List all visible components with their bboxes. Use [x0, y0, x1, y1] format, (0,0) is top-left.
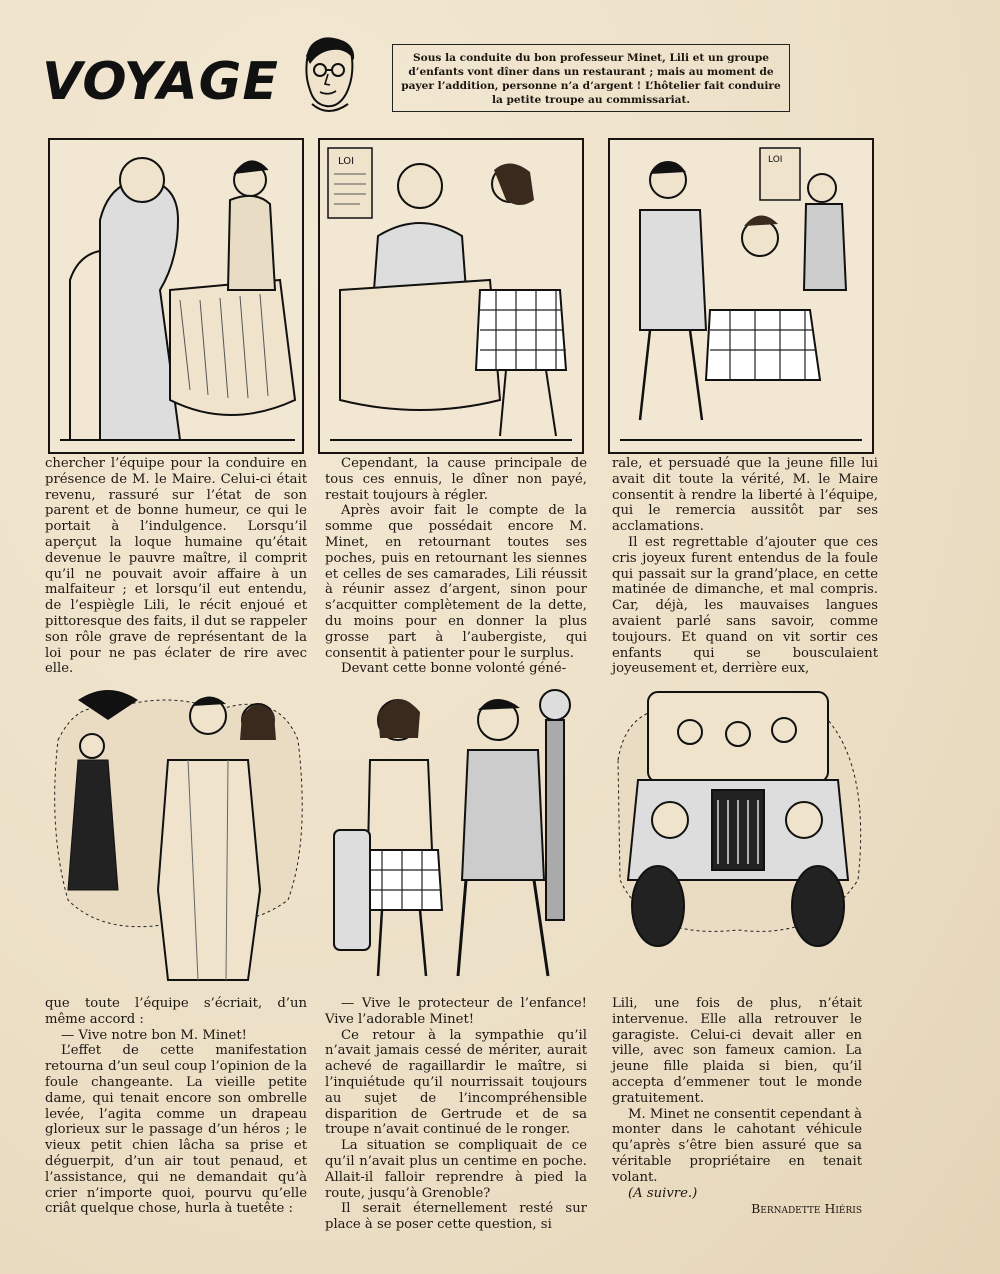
bottom-col3-paragraph-1: Lili, une fois de plus, n’était intervenue. Elle alla retrouver le garagiste. Celui-ci devait aller en ville, avec son fameux camion. La jeune fille plaida si bien, qu’il accepta d’emmener tout le monde gratuitement.	[612, 996, 862, 1106]
to-be-continued-note: (A suivre.)	[628, 1185, 698, 1201]
top-col2-paragraph-1: Cependant, la cause principale de tous ces ennuis, le dîner non payé, restait toujours à régler.	[325, 456, 587, 503]
panel-2-illustration	[320, 140, 582, 452]
panel-lili-garagiste	[328, 680, 582, 990]
bottom-col3-paragraph-2: M. Minet ne consentit cependant à monter dans le cahotant véhicule qu’après s’être bien assuré que sa véritable propriétaire en tenait volant.	[612, 1106, 862, 1185]
panel-mayor-office	[48, 138, 304, 454]
professor-portrait-illustration	[292, 34, 364, 118]
bottom-col1-paragraph-3: L’effet de cette manifestation retourna d’un seul coup l’opinion de la foule changeante. La vieille petite dame, qui tenait encore son ombrelle levée, l’agita comme un drapeau glorieux sur le passage d’un héros ; le vieux petit chien lâcha sa prise et déguerpit, d’un air tout penaud, et l’assistance, qui ne demandait qu’à crier n’importe quoi, pourvu qu’elle criât quelque chose, hurla à tuetête :	[45, 1043, 307, 1217]
bottom-col2-paragraph-3: La situation se compliquait de ce qu’il n’avait plus un centime en poche. Allait-il falloir reprendre à pied la route, jusqu’à Grenoble?	[325, 1138, 587, 1201]
story-title: VOYAGE	[42, 52, 279, 112]
bottom-column-2	[325, 996, 587, 1233]
top-col3-paragraph-1: rale, et persuadé que la jeune fille lui avait dit toute la vérité, M. le Maire consentit à rendre la liberté à l’équipe, qui le remercia aussitôt par ses acclamations.	[612, 456, 878, 535]
bottom-column-1	[45, 996, 307, 1217]
top-col2-paragraph-2: Après avoir fait le compte de la somme que possédait encore M. Minet, en retournant toutes ses poches, puis en retournant les siennes et celles de ses camarades, Lili réussit à réunir assez d’argent, sinon pour s’acquitter complètement de la dette, du moins pour en donner la plus grosse part à l’aubergiste, qui consentit à patienter pour le surplus.	[325, 503, 587, 661]
panel-3-loi-sign: LOI	[768, 155, 783, 165]
panel-6-illustration	[608, 680, 870, 990]
panel-lili-explains	[318, 138, 584, 454]
bottom-column-3	[612, 996, 862, 1217]
panel-5-illustration	[328, 680, 582, 990]
panel-4-illustration	[48, 680, 310, 990]
bottom-col1-paragraph-2: — Vive notre bon M. Minet!	[61, 1027, 247, 1043]
story-intro-box: Sous la conduite du bon professeur Minet, Lili et un groupe d’enfants vont dîner dans un restaurant ; mais au moment de payer l’addition, personne n’a d’argent ! L’hôtelier fait conduire la petite troupe au commissariat.	[392, 44, 790, 112]
bottom-col2-paragraph-2: Ce retour à la sympathie qu’il n’avait jamais cessé de mériter, aurait achevé de ragaillardir le maître, si l’inquiétude qu’il nourrissait toujours au sujet de l’incompréhensible disparition de Gertrude et de sa troupe n’avait continué de le ronger.	[325, 1027, 587, 1138]
author-signature: Bernadette Hiéris	[751, 1201, 862, 1217]
top-column-1	[45, 456, 307, 677]
panel-3-illustration	[610, 140, 872, 452]
bottom-col2-paragraph-1: — Vive le protecteur de l’enfance! Vive l’adorable Minet!	[325, 996, 587, 1027]
panel-1-illustration	[50, 140, 302, 452]
panel-2-loi-sign: LOI	[338, 156, 355, 167]
bottom-col1-paragraph-1: que toute l’équipe s’écriait, d’un même accord :	[45, 996, 307, 1027]
panel-lili-dances	[608, 138, 874, 454]
panel-crowd-cheers	[48, 680, 310, 990]
bottom-col2-paragraph-4: Il serait éternellement resté sur place à se poser cette question, si	[325, 1201, 587, 1233]
top-col2-paragraph-3: Devant cette bonne volonté géné-	[341, 661, 567, 677]
top-col1-paragraph: chercher l’équipe pour la conduire en présence de M. le Maire. Celui-ci était revenu, rassuré sur l’état de son parent et de bonne humeur, ce qui le portait à l’indulgence. Lorsqu’il aperçut la loque humaine qu’était devenue le pauvre maître, il comprit qu’il ne pouvait avoir affaire à un malfaiteur ; et lorsqu’il eut entendu, de l’espiègle Lili, le récit enjoué et pittoresque des faits, il dut se rappeler son rôle grave de représentant de la loi pour ne pas éclater de rire avec elle.	[45, 456, 307, 677]
top-column-2	[325, 456, 587, 677]
top-col3-paragraph-2: Il est regrettable d’ajouter que ces cris joyeux furent entendus de la foule qui passait sur la grand’place, en cette matinée de dimanche, et mal compris. Car, déjà, les mauvaises langues avaient parlé sans savoir, comme toujours. Et quand on vit sortir ces enfants qui se bousculaient joyeusement et, derrière eux,	[612, 534, 878, 677]
top-column-3	[612, 456, 878, 677]
panel-truck-ride	[608, 680, 870, 990]
